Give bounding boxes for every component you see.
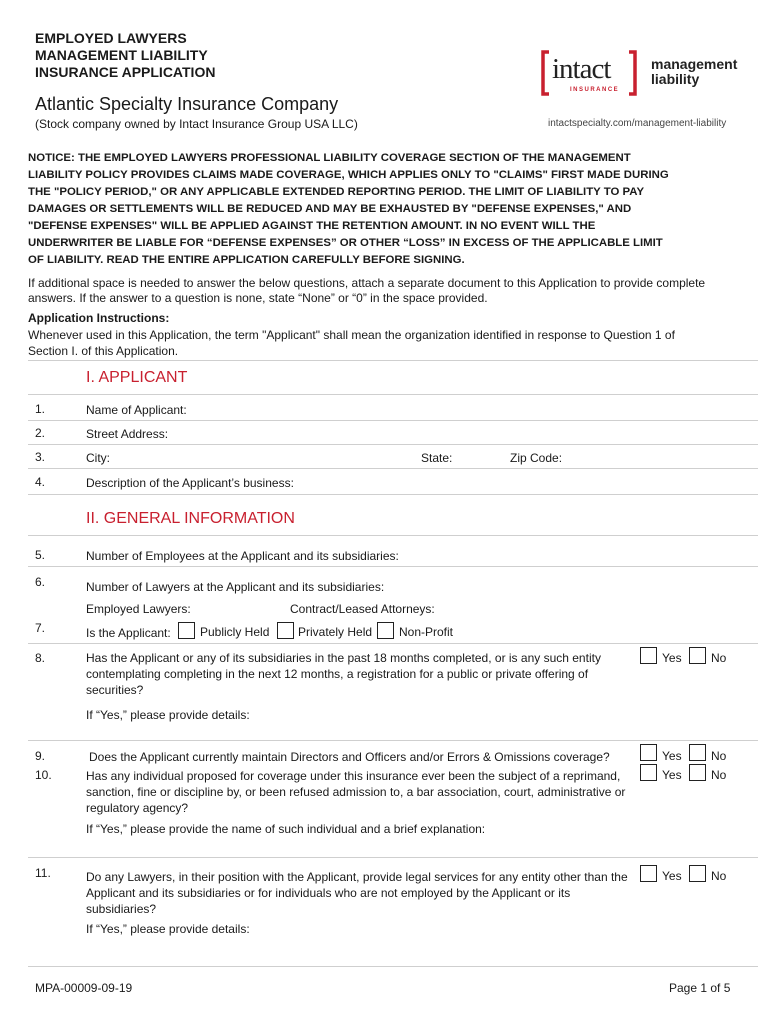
outside-legal-services-question: Do any Lawyers, in their position with the Applicant, provide legal services for any entity other than the Applicant and its subsidiaries or for individuals who are not employed by the Applicant or its subsidiaries? — [86, 870, 628, 916]
q8-yes-checkbox[interactable] — [640, 647, 657, 664]
no-label: No — [711, 749, 727, 763]
section-title: II. GENERAL INFORMATION — [86, 510, 295, 527]
yes-label: Yes — [662, 869, 682, 883]
q10-yes-checkbox[interactable] — [640, 764, 657, 781]
question-number: 1. — [35, 402, 46, 416]
q9-yes-checkbox[interactable] — [640, 744, 657, 761]
question-number: 10. — [35, 768, 52, 782]
title-line: MANAGEMENT LIABILITY — [35, 47, 208, 63]
business-description-label: Description of the Applicant’s business: — [86, 476, 294, 490]
q8-details-label: If “Yes,” please provide details: — [86, 708, 250, 722]
divider — [28, 468, 758, 469]
question-number: 2. — [35, 426, 46, 440]
yes-label: Yes — [662, 749, 682, 763]
divider — [28, 494, 758, 495]
question-number: 7. — [35, 621, 46, 635]
divider — [28, 643, 758, 644]
question-number: 4. — [35, 475, 46, 489]
lawyer-count-label: Number of Lawyers at the Applicant and its subsidiaries: — [86, 580, 385, 594]
divider — [28, 360, 758, 361]
tagline-line: liability — [651, 71, 700, 87]
instructions-text: Whenever used in this Application, the term "Applicant" shall mean the organization identified in response to Question 1 of Section I. of this Application. — [28, 328, 675, 358]
state-label: State: — [421, 451, 453, 465]
publicly-held-checkbox[interactable] — [178, 622, 195, 639]
intact-logo — [540, 50, 640, 96]
privately-held-checkbox[interactable] — [277, 622, 294, 639]
section-title: I. APPLICANT — [86, 369, 188, 386]
instructions-heading: Application Instructions: — [28, 311, 170, 325]
q11-details-label: If “Yes,” please provide details: — [86, 922, 250, 936]
title-line: EMPLOYED LAWYERS — [35, 30, 187, 46]
title-line: INSURANCE APPLICATION — [35, 64, 216, 80]
notice: NOTICE: THE EMPLOYED LAWYERS PROFESSIONAL LIABILITY COVERAGE SECTION OF THE MANAGEMENT LIABILITY POLICY PROVIDES CLAIMS MADE COVERAGE, WHICH APPLIES ONLY TO "CLAIMS" FIRST MADE DURING THE "POLICY PERIOD," OR ANY APPLICABLE EXTENDED REPORTING PERIOD. THE LIMIT OF LIABILITY TO PAY DAMAGES OR SETTLEMENTS WILL BE REDUCED AND MAY BE EXHAUSTED BY "DEFENSE EXPENSES," AND "DEFENSE EXPENSES" WILL BE APPLIED AGAINST THE RETENTION AMOUNT. IN NO EVENT WILL THE UNDERWRITER BE LIABLE FOR “DEFENSE EXPENSES” OR OTHER “LOSS” IN EXCESS OF THE APPLICABLE LIMIT OF LIABILITY. READ THE ENTIRE APPLICATION CAREFULLY BEFORE SIGNING. — [28, 152, 669, 266]
zip-label: Zip Code: — [510, 451, 563, 465]
q10-no-checkbox[interactable] — [689, 764, 706, 781]
privately-held-label: Privately Held — [298, 625, 373, 639]
logo-brand: intact — [552, 53, 611, 85]
q10-details-label: If “Yes,” please provide the name of such individual and a brief explanation: — [86, 822, 486, 836]
logo-sub: INSURANCE — [570, 87, 620, 93]
divider — [28, 535, 758, 536]
document-title — [35, 30, 215, 81]
city-label: City: — [86, 451, 110, 465]
divider — [28, 740, 758, 741]
website-link[interactable]: intactspecialty.com/management-liability — [548, 118, 727, 129]
company-name: Atlantic Specialty Insurance Company — [35, 94, 339, 114]
q8-no-checkbox[interactable] — [689, 647, 706, 664]
question-number: 6. — [35, 575, 46, 589]
securities-offering-question: Has the Applicant or any of its subsidiaries in the past 18 months completed, or is any such entity contemplating completing in the next 12 months, a registration for a public or private offering of securities? — [86, 651, 601, 697]
publicly-held-label: Publicly Held — [200, 625, 270, 639]
question-number: 11. — [35, 866, 51, 880]
non-profit-checkbox[interactable] — [377, 622, 394, 639]
applicant-type-label: Is the Applicant: — [86, 626, 171, 640]
applicant-name-label: Name of Applicant: — [86, 403, 187, 417]
yes-label: Yes — [662, 768, 682, 782]
q9-no-checkbox[interactable] — [689, 744, 706, 761]
discipline-question: Has any individual proposed for coverage under this insurance ever been the subject of a reprimand, sanction, fine or discipline by, or been refused admission to, a bar association, court, administrative or regulatory agency? — [86, 769, 626, 815]
divider — [28, 420, 758, 421]
employed-lawyers-label: Employed Lawyers: — [86, 602, 191, 616]
divider — [28, 857, 758, 858]
dno-coverage-question: Does the Applicant currently maintain Directors and Officers and/or Errors & Omissions coverage? — [89, 750, 610, 764]
question-number: 8. — [35, 651, 46, 665]
q11-yes-checkbox[interactable] — [640, 865, 657, 882]
company-note: (Stock company owned by Intact Insurance Group USA LLC) — [35, 117, 358, 131]
non-profit-label: Non-Profit — [399, 625, 454, 639]
question-number: 3. — [35, 450, 46, 464]
no-label: No — [711, 768, 727, 782]
q11-no-checkbox[interactable] — [689, 865, 706, 882]
question-number: 5. — [35, 548, 46, 562]
tagline-line: management — [651, 56, 738, 72]
no-label: No — [711, 869, 727, 883]
street-address-label: Street Address: — [86, 427, 169, 441]
employee-count-label: Number of Employees at the Applicant and its subsidiaries: — [86, 549, 399, 563]
divider — [28, 566, 758, 567]
logo-tagline — [651, 57, 737, 87]
no-label: No — [711, 651, 727, 665]
yes-label: Yes — [662, 651, 682, 665]
form-number: MPA-00009-09-19 — [35, 981, 133, 995]
contract-attorneys-label: Contract/Leased Attorneys: — [290, 602, 435, 616]
divider — [28, 444, 758, 445]
divider — [28, 394, 758, 395]
additional-space-note: If additional space is needed to answer the below questions, attach a separate document to this Application to provide complete answers. If the answer to a question is none, state “None” or “0” in the space provided. — [28, 276, 706, 305]
footer-divider — [28, 966, 758, 967]
question-number: 9. — [35, 749, 46, 763]
page-number: Page 1 of 5 — [669, 981, 731, 995]
